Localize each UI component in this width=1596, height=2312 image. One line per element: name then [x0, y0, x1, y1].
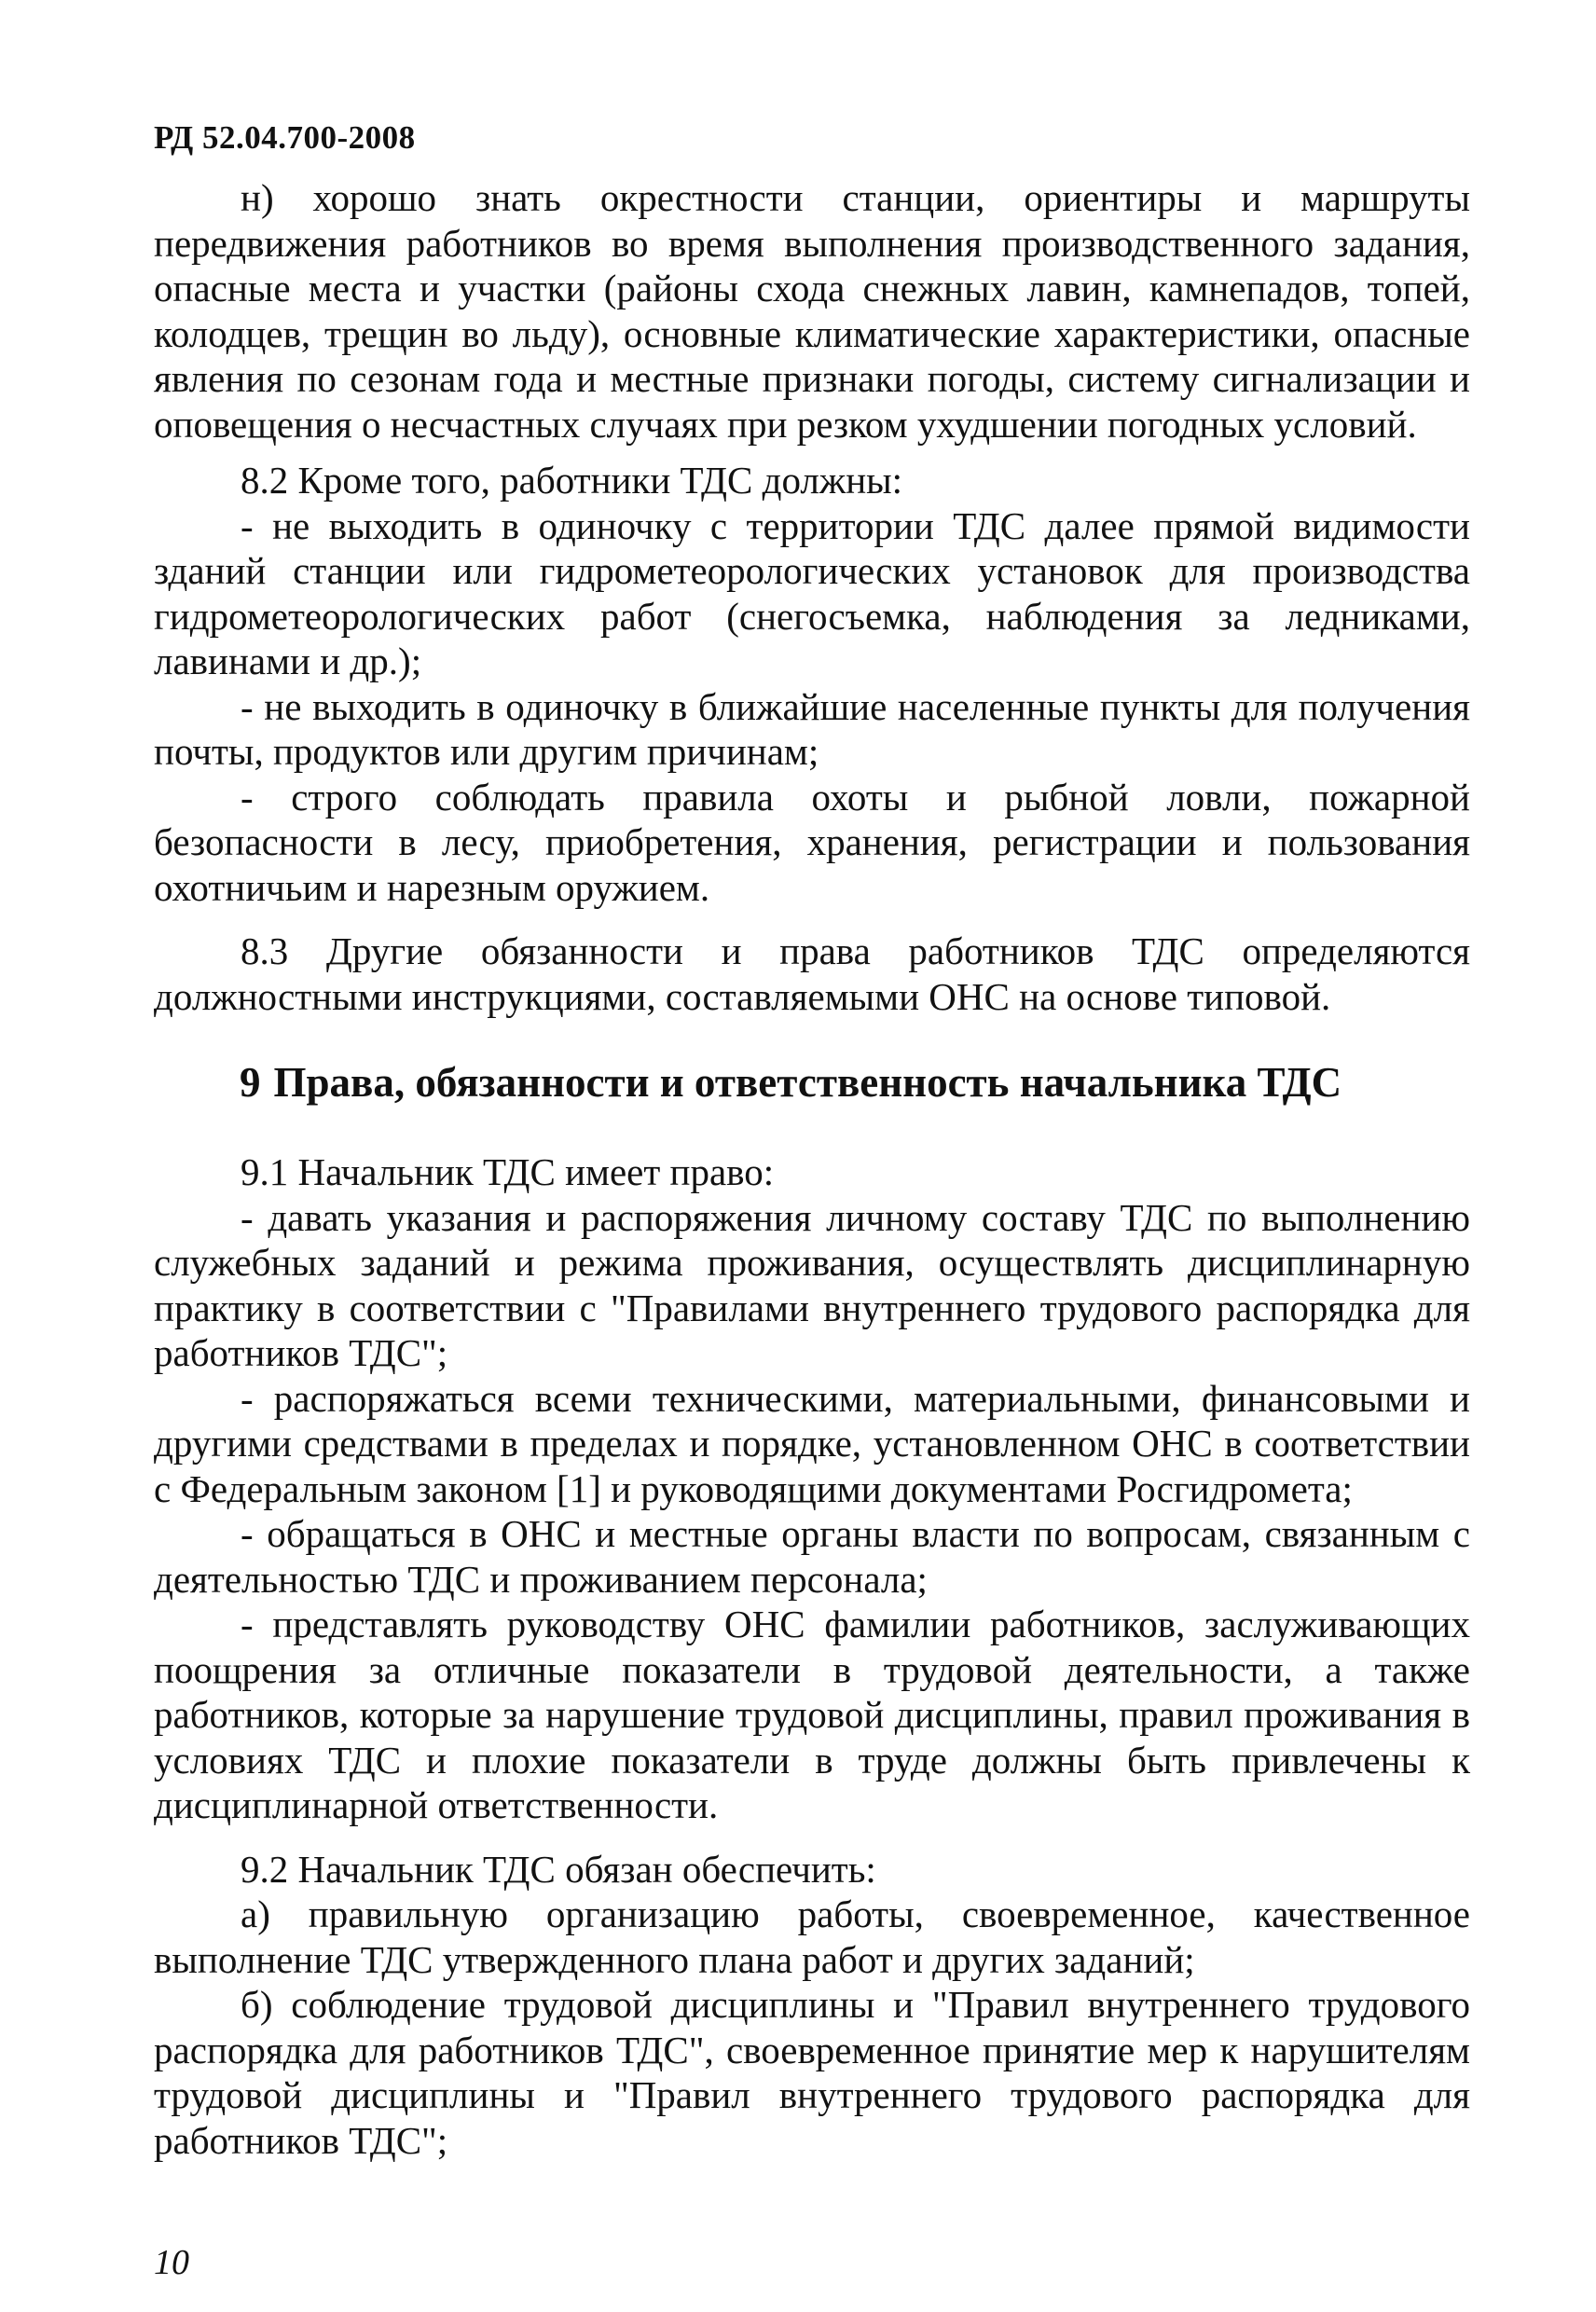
- section-number: 9: [240, 1059, 261, 1106]
- list-item-9-2-a: а) правильную организацию работы, своевременное, качественное выполнение ТДС утвержденного плана работ и других заданий;: [154, 1892, 1470, 1981]
- list-item-9-1-a: - давать указания и распоряжения личному составу ТДС по выполнению служебных заданий и режима проживания, осуществлять дисциплинарную практику в соответствии с "Правилами внутреннего трудового распорядка для работников ТДС";: [154, 1195, 1470, 1374]
- paragraph-8-2: 8.2 Кроме того, работники ТДС должны:: [241, 459, 903, 502]
- page-number: 10: [154, 2243, 189, 2282]
- list-item-8-2-c: - строго соблюдать правила охоты и рыбной ловли, пожарной безопасности в лесу, приобретения, хранения, регистрации и пользования охотничьим и нарезным оружием.: [154, 775, 1470, 909]
- list-item-8-2-a: - не выходить в одиночку с территории ТДС далее прямой видимости зданий станции или гидрометеорологических установок для производства гидрометеорологических работ (снегосъемка, наблюдения за ледниками, лавинами и др.);: [154, 503, 1470, 682]
- list-item-9-1-c: - обращаться в ОНС и местные органы власти по вопросам, связанным с деятельностью ТДС и проживанием персонала;: [154, 1512, 1470, 1601]
- list-item-9-1-d: - представлять руководству ОНС фамилии работников, заслуживающих поощрения за отличные показатели в трудовой деятельности, а также работников, которые за нарушение трудовой дисциплины, правил проживания в условиях ТДС и плохие показатели в труде должны быть привлечены к дисциплинарной ответственности.: [154, 1603, 1470, 1826]
- list-item-9-1-b: - распоряжаться всеми техническими, материальными, финансовыми и другими средствами в пределах и порядке, установленном ОНС в соответствии с Федеральным законом [1] и руководящими документами Росгидромета;: [154, 1376, 1470, 1510]
- document-code-header: РД 52.04.700-2008: [154, 119, 416, 156]
- paragraph-8-1-n: н) хорошо знать окрестности станции, ориентиры и маршруты передвижения работников во время выполнения производственного задания, опасные места и участки (районы схода снежных лавин, камнепадов, топей, колодцев, трещин во льду), основные климатические характеристики, опасные явления по сезонам года и местные признаки погоды, систему сигнализации и оповещения о несчастных случаях при резком ухудшении погодных условий.: [154, 176, 1470, 446]
- section-9-heading: [154, 1056, 1470, 1108]
- list-item-8-2-b: - не выходить в одиночку в ближайшие населенные пункты для получения почты, продуктов или другим причинам;: [154, 684, 1470, 773]
- section-title: Права, обязанности и ответственность начальника ТДС: [273, 1059, 1342, 1106]
- list-item-9-2-b: б) соблюдение трудовой дисциплины и "Правил внутреннего трудового распорядка для работников ТДС", своевременное принятие мер к нарушителям трудовой дисциплины и "Правил внутреннего трудового распорядка для работников ТДС";: [154, 1983, 1470, 2162]
- paragraph-8-3: 8.3 Другие обязанности и права работников ТДС определяются должностными инструкциями, составляемыми ОНС на основе типовой.: [154, 929, 1470, 1018]
- paragraph-9-1: 9.1 Начальник ТДС имеет право:: [241, 1150, 775, 1193]
- paragraph-9-2: 9.2 Начальник ТДС обязан обеспечить:: [241, 1847, 876, 1891]
- document-body: [154, 175, 1470, 2163]
